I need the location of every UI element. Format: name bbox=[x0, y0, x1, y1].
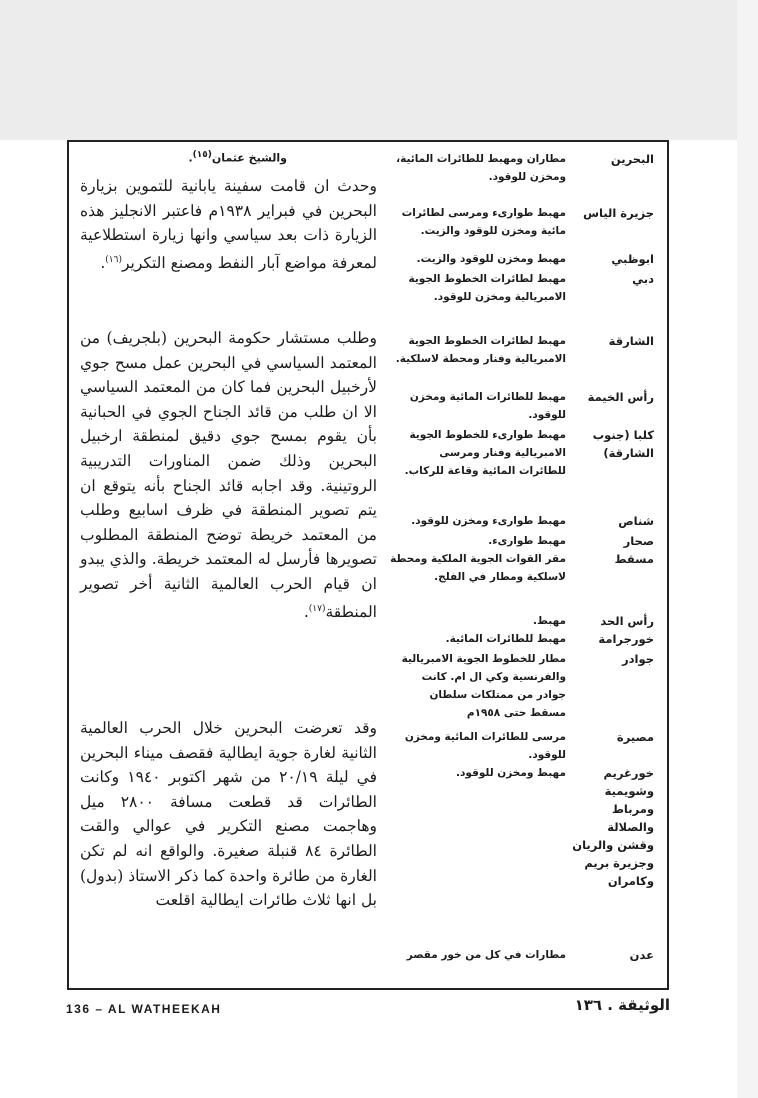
place-name: رأس الحد bbox=[600, 614, 654, 628]
place-name: صحار bbox=[623, 534, 654, 548]
place-name: جزيرة الياس bbox=[583, 206, 654, 220]
place-facilities: مهبط طوارىء للخطوط الجوية الامبريالية وفنار ومرسى للطائرات المائية وقاعة للركاب. bbox=[404, 429, 566, 477]
airfields-table bbox=[386, 146, 658, 986]
footer-page-ar: الوثيقة . ١٣٦ bbox=[574, 996, 670, 1014]
place-facilities: مهبط طوارىء. bbox=[488, 535, 566, 547]
continuation-text: والشيخ عثمان bbox=[211, 151, 287, 165]
place-name: كلبا (جنوب الشارقة) bbox=[592, 428, 654, 460]
place-facilities: مطارات في كل من خور مقصر bbox=[406, 949, 566, 961]
place-facilities: مهبط لطائرات الخطوط الجوية الامبريالية ومخزن للوقود. bbox=[408, 273, 566, 303]
footnote-ref: (١٧) bbox=[308, 603, 326, 614]
footer-page-en: 136 – AL WATHEEKAH bbox=[66, 1002, 222, 1016]
place-name: شناص bbox=[618, 514, 654, 528]
place-facilities: مهبط. bbox=[533, 615, 566, 627]
scan-right-edge bbox=[737, 0, 758, 1098]
paragraph-2: وطلب مستشار حكومة البحرين (بلجريف) من المعتمد السياسي في البحرين عمل مسح جوي لأرخبيل البحرين فما كان من المعتمد السياسي الا ان طلب من قائد الجناح الجوي في الحبانية بأن يقوم بمسح جوي دقيق لمنطقة ارخبيل البحرين وذلك ضمن المناورات التدريبية الروتينية. وقد اجابه قائد الجناح بأنه يتوقع ان يتم تصوير المنطقة في ظرف اسابيع وطلب من المعتمد خريطة توضح المنطقة المطلوب تصويرها فأرسل له المعتمد خريطة. والذي يبدو ان قيام الحرب العالمية الثانية أخر تصوير المنطقة$^{(١٧)}$. bbox=[80, 329, 377, 621]
paragraph-text: وطلب مستشار حكومة البحرين (بلجريف) من المعتمد السياسي في البحرين عمل مسح جوي لأرخبيل البحرين فما كان من المعتمد السياسي الا ان طلب من قائد الجناح الجوي في الحبانية بأن يقوم بمسح جوي دقيق لمنطقة ارخبيل البحرين وذلك ضمن المناورات التدريبية الروتينية. وقد اجابه قائد الجناح بأنه يتوقع ان يتم تصوير المنطقة في ظرف اسابيع وطلب من المعتمد خريطة توضح المنطقة المطلوب تصويرها فأرسل له المعتمد خريطة. والذي يبدو ان قيام الحرب العالمية الثانية أخر تصوير المنطقة bbox=[80, 329, 377, 621]
paragraph-text: وحدث ان قامت سفينة يابانية للتموين بزيارة البحرين في فبراير ١٩٣٨م فاعتبر الانجليز هذه الزيارة ذات بعد سياسي وانها زيارة استطلاعية لمعرفة مواضع آبار النفط ومصنع التكرير bbox=[80, 177, 377, 272]
place-facilities: مطار للخطوط الجوية الامبريالية والفرنسية وكي ال ام. كانت جوادر من ممتلكات سلطان مسقط حتى ١٩٥٨م bbox=[401, 653, 566, 719]
place-name: خورغريم وشويمية ومرباط والصلالة وقشن والريان وجزيرة بريم وكامران bbox=[572, 766, 654, 888]
place-facilities: مهبط للطائرات المائية ومخزن للوقود. bbox=[409, 391, 566, 421]
place-facilities: مهبط لطائرات الخطوط الجوية الامبريالية وفنار ومحطة لاسلكية. bbox=[395, 335, 566, 365]
place-name: ابوظبي bbox=[611, 252, 654, 266]
scan-top-margin bbox=[0, 0, 758, 140]
article-column bbox=[80, 146, 377, 986]
place-name: دبي bbox=[632, 272, 654, 286]
continuation-line: والشيخ عثمان$^{(١٥)}$. bbox=[188, 150, 287, 165]
place-facilities: مهبط للطائرات المائية. bbox=[445, 633, 566, 645]
place-name: مسقط bbox=[614, 552, 654, 566]
place-facilities: مرسى للطائرات المائية ومخزن للوقود. bbox=[404, 731, 566, 761]
place-facilities: مقر القوات الجوية الملكية ومحطة لاسلكية ومطار في الفلج. bbox=[390, 553, 566, 583]
place-name: مصيرة bbox=[616, 730, 654, 744]
place-name: عدن bbox=[629, 948, 654, 962]
place-name: الشارقة bbox=[608, 334, 654, 348]
place-name: البحرين bbox=[610, 152, 654, 166]
footnote-ref: (١٦) bbox=[105, 254, 122, 265]
paragraph-3 bbox=[80, 716, 377, 913]
place-name: رأس الخيمة bbox=[587, 390, 654, 404]
place-name: جوادر bbox=[622, 652, 654, 666]
place-facilities: مطاران ومهبط للطائرات المائية، ومخزن للوقود. bbox=[396, 153, 566, 183]
place-facilities: مهبط طوارىء ومرسى لطائرات مائية ومخزن للوقود والزيت. bbox=[401, 207, 566, 237]
place-facilities: مهبط ومخزن للوقود والزيت. bbox=[416, 253, 566, 265]
paragraph-text: وقد تعرضت البحرين خلال الحرب العالمية الثانية لغارة جوية ايطالية فقصف ميناء البحرين في ليلة ٢٠/١٩ من شهر اكتوبر ١٩٤٠ وكانت الطائرات قد قطعت مسافة ٢٨٠٠ ميل وهاجمت مصنع التكرير في عوالي والقت الطائرة ٨٤ قنبلة صغيرة. والواقع انه لم تكن الغارة من طائرة واحدة كما ذكر الاستاذ (بدول) بل انها ثلاث طائرات ايطالية اقلعت bbox=[80, 719, 377, 910]
footnote-ref: (١٥) bbox=[192, 150, 212, 160]
paragraph-1: وحدث ان قامت سفينة يابانية للتموين بزيارة البحرين في فبراير ١٩٣٨م فاعتبر الانجليز هذه الزيارة ذات بعد سياسي وانها زيارة استطلاعية لمعرفة مواضع آبار النفط ومصنع التكرير$^{(١٦)}$. bbox=[80, 177, 377, 272]
place-facilities: مهبط ومخزن للوقود. bbox=[455, 767, 566, 779]
place-facilities: مهبط طوارىء ومخزن للوقود. bbox=[411, 515, 566, 527]
place-name: خورجرامة bbox=[598, 632, 654, 646]
